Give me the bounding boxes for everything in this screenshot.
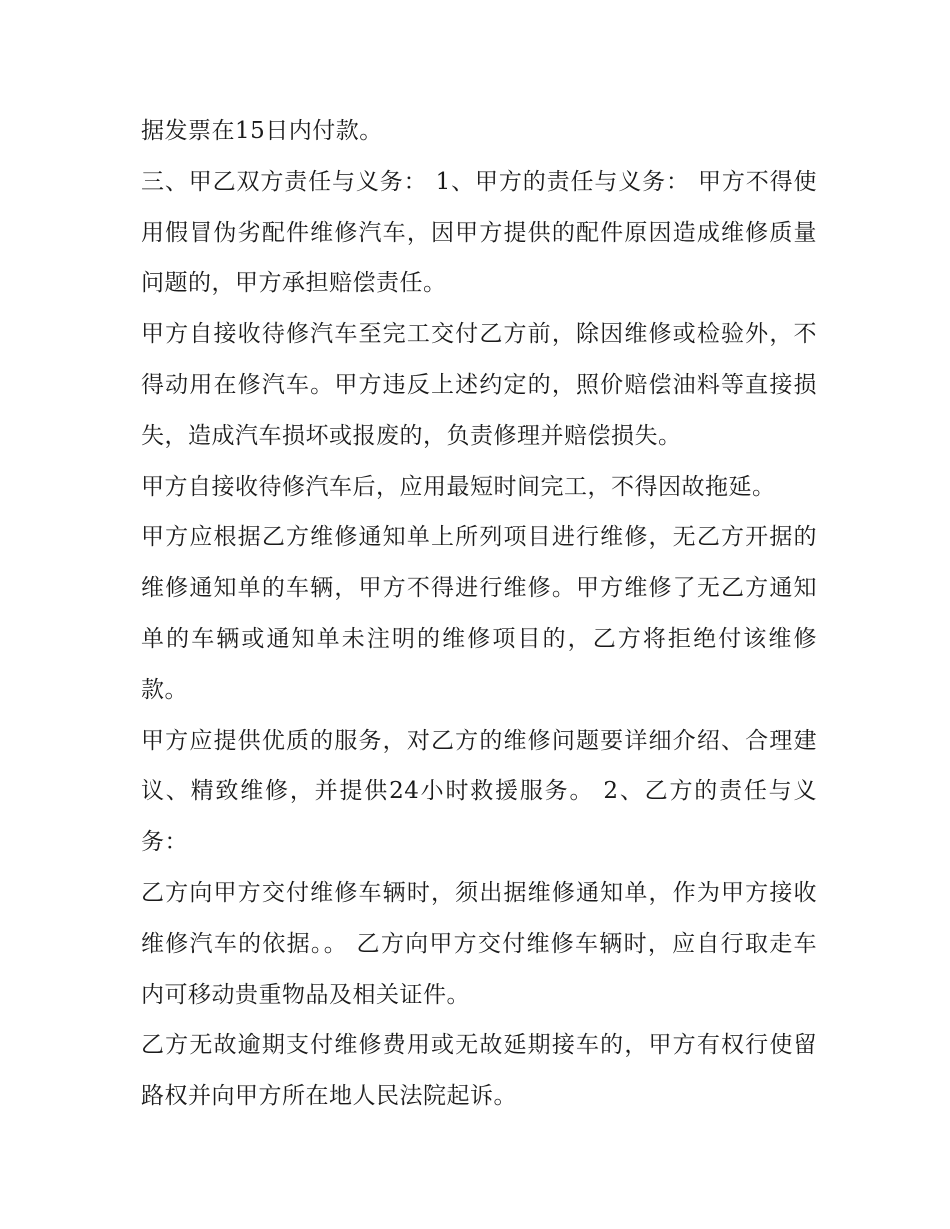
paragraph-overdue-payment: 乙方无故逾期支付维修费用或无故延期接车的，甲方有权行使留路权并向甲方所在地人民法院起诉。: [141, 1032, 817, 1110]
paragraph-vehicle-custody: 甲方自接收待修汽车至完工交付乙方前，除因维修或检验外，不得动用在修汽车。甲方违反上述约定的，照价赔偿油料等直接损失，造成汽车损坏或报废的，负责修理并赔偿损失。: [141, 321, 817, 449]
paragraph-completion-time: 甲方自接收待修汽车后，应用最短时间完工，不得因故拖延。: [141, 473, 776, 500]
paragraph-party-b-delivery: 乙方向甲方交付维修车辆时，须出据维修通知单，作为甲方接收维修汽车的依据。。 乙方向甲方交付维修车辆时，应自行取走车内可移动贵重物品及相关证件。: [141, 879, 817, 1008]
document-body: [141, 106, 817, 1122]
paragraph-payment-terms: 据发票在15日内付款。: [141, 118, 383, 144]
paragraph-repair-notice: 甲方应根据乙方维修通知单上所列项目进行维修，无乙方开据的维修通知单的车辆，甲方不得进行维修。甲方维修了无乙方通知单的车辆或通知单未注明的维修项目的，乙方将拒绝付该维修款。: [141, 524, 817, 703]
paragraph-party-a-responsibilities: 三、甲乙双方责任与义务： 1、甲方的责任与义务： 甲方不得使用假冒伪劣配件维修汽车，因甲方提供的配件原因造成维修质量问题的，甲方承担赔偿责任。: [141, 168, 817, 297]
paragraph-service-quality: 甲方应提供优质的服务，对乙方的维修问题要详细介绍、合理建议、精致维修，并提供24小时救援服务。 2、乙方的责任与义务：: [141, 727, 817, 856]
